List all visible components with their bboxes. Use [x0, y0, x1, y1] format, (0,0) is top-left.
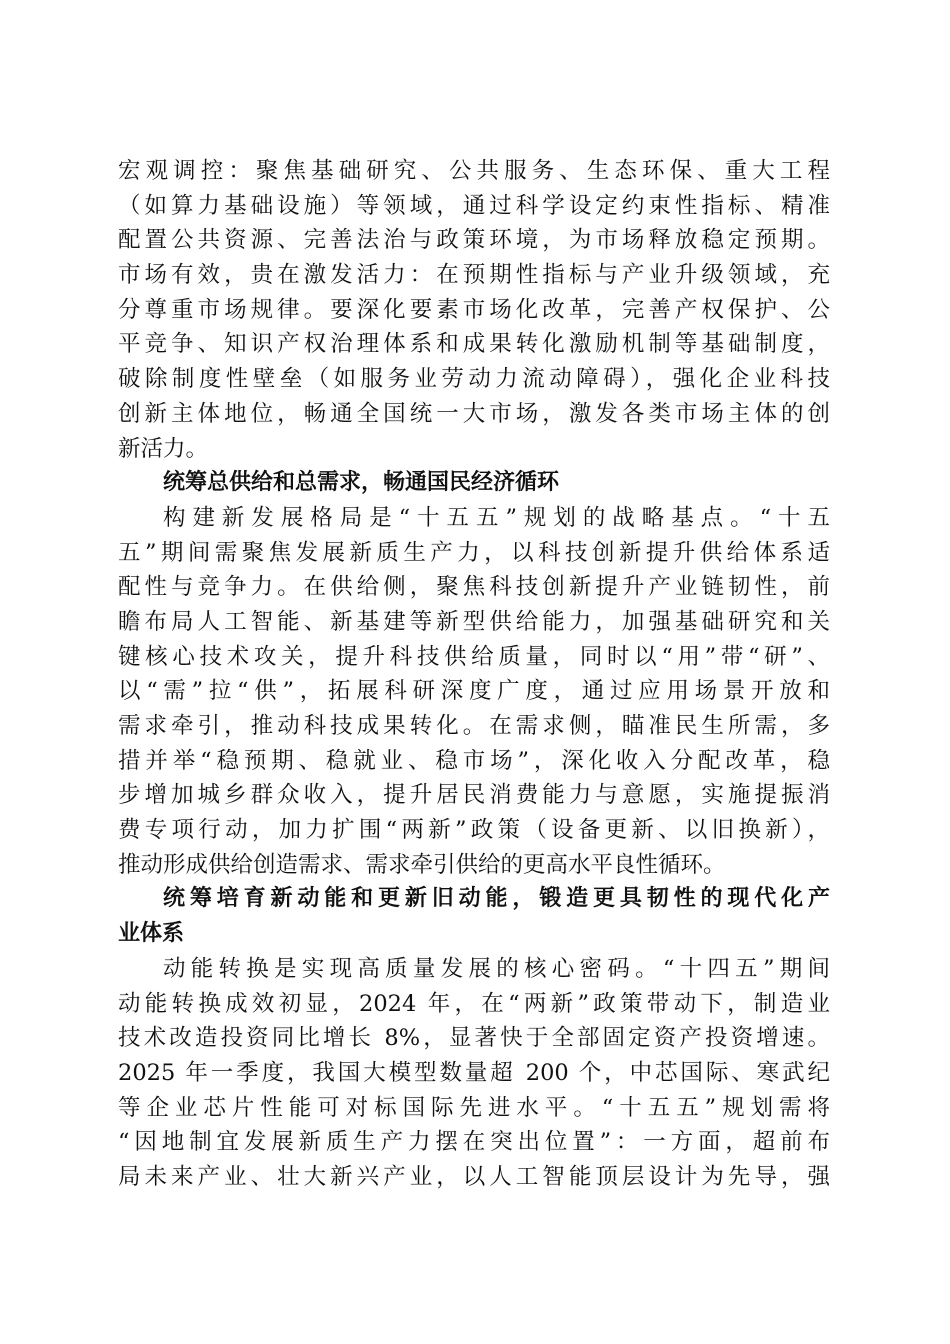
paragraph-line: 分尊重市场规律。要深化要素市场化改革，完善产权保护、公: [118, 296, 830, 323]
paragraph-line: “因地制宜发展新质生产力摆在突出位置”：一方面，超前布: [118, 1129, 830, 1156]
paragraph-line: 配置公共资源、完善法治与政策环境，为市场释放稳定预期。: [118, 227, 830, 254]
paragraph-line: 等企业芯片性能可对标国际先进水平。“十五五”规划需将: [118, 1094, 830, 1121]
paragraph-line: 以“需”拉“供”，拓展科研深度广度，通过应用场景开放和: [118, 678, 830, 705]
paragraph-line: 构建新发展格局是“十五五”规划的战略基点。“十五: [163, 504, 830, 531]
paragraph-line: 步增加城乡群众收入，提升居民消费能力与意愿，实施提振消: [118, 782, 830, 809]
paragraph-line: （如算力基础设施）等领域，通过科学设定约束性指标、精准: [118, 192, 830, 219]
section-heading: 统筹培育新动能和更新旧动能，锻造更具韧性的现代化产: [163, 886, 830, 912]
paragraph-line: 市场有效，贵在激发活力：在预期性指标与产业升级领域，充: [118, 262, 830, 289]
paragraph-line: 破除制度性壁垒（如服务业劳动力流动障碍），强化企业科技: [118, 366, 830, 393]
section-heading: 统筹总供给和总需求，畅通国民经济循环: [163, 470, 560, 496]
paragraph-line: 费专项行动，加力扩围“两新”政策（设备更新、以旧换新），: [118, 817, 830, 844]
paragraph-line: 五”期间需聚焦发展新质生产力，以科技创新提升供给体系适: [118, 539, 830, 566]
paragraph-line: 技术改造投资同比增长 8%，显著快于全部固定资产投资增速。: [118, 1025, 830, 1052]
paragraph-line: 动能转换是实现高质量发展的核心密码。“十四五”期间: [163, 955, 830, 982]
paragraph-line: 瞻布局人工智能、新基建等新型供给能力，加强基础研究和关: [118, 608, 830, 635]
paragraph-line: 需求牵引，推动科技成果转化。在需求侧，瞄准民生所需，多: [118, 713, 830, 739]
paragraph-line: 新活力。: [118, 435, 209, 462]
paragraph-line: 2025 年一季度，我国大模型数量超 200 个，中芯国际、寒武纪: [118, 1059, 830, 1086]
paragraph-line: 配性与竞争力。在供给侧，聚焦科技创新提升产业链韧性，前: [118, 574, 830, 601]
paragraph-line: 平竞争、知识产权治理体系和成果转化激励机制等基础制度，: [118, 331, 830, 358]
paragraph-line: 措并举“稳预期、稳就业、稳市场”，深化收入分配改革，稳: [118, 747, 830, 774]
paragraph-line: 推动形成供给创造需求、需求牵引供给的更高水平良性循环。: [118, 851, 726, 878]
section-heading-continued: 业体系: [118, 921, 185, 947]
paragraph-line: 局未来产业、壮大新兴产业，以人工智能顶层设计为先导，强: [118, 1163, 830, 1190]
paragraph-line: 键核心技术攻关，提升科技供给质量，同时以“用”带“研”、: [118, 643, 830, 670]
document-body: [118, 154, 830, 1195]
paragraph-line: 宏观调控：聚焦基础研究、公共服务、生态环保、重大工程: [118, 158, 830, 184]
paragraph-line: 动能转换成效初显，2024 年，在“两新”政策带动下，制造业: [118, 990, 830, 1017]
paragraph-line: 创新主体地位，畅通全国统一大市场，激发各类市场主体的创: [118, 400, 830, 427]
